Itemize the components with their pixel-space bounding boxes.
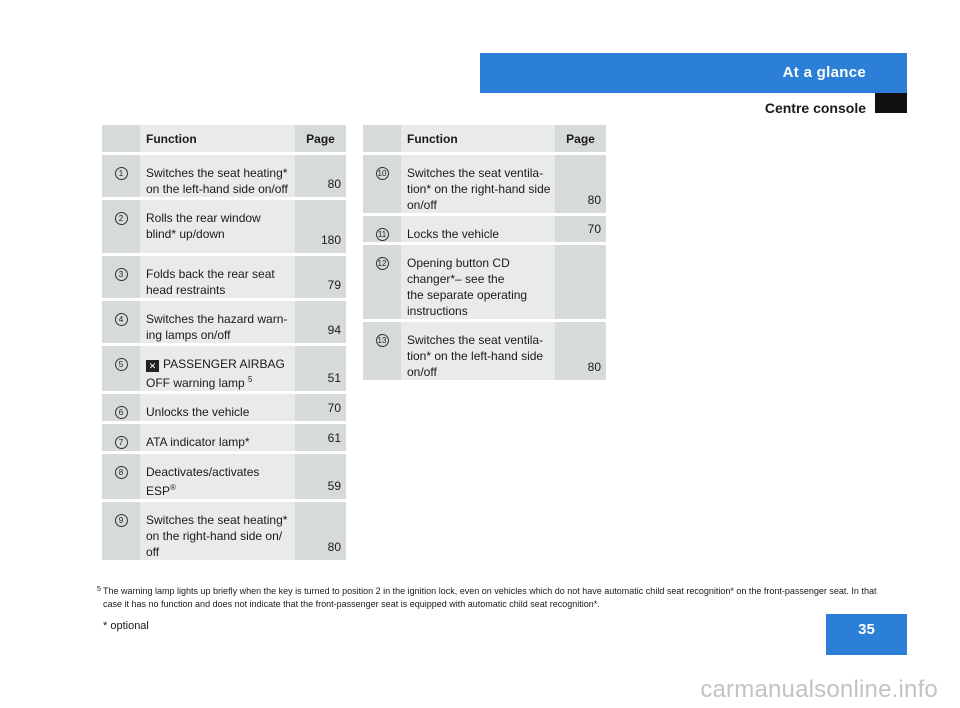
- item-number: 5: [115, 358, 128, 371]
- function-line: [407, 287, 551, 303]
- item-number: 2: [115, 212, 128, 225]
- function-line-text: Folds back the rear seat: [146, 267, 275, 281]
- registered-mark: ®: [170, 483, 176, 492]
- function-line-text: on the left-hand side on/off: [146, 182, 288, 196]
- function-line: [146, 210, 291, 226]
- function-line-text: Switches the seat heating*: [146, 166, 288, 180]
- function-line: [146, 434, 291, 450]
- page-ref: 80: [587, 193, 601, 207]
- function-line-text: on/off: [407, 365, 437, 379]
- function-line: [146, 464, 291, 480]
- item-number-cell: [363, 155, 401, 216]
- item-number-cell: [102, 301, 140, 346]
- function-line-text: Locks the vehicle: [407, 227, 500, 241]
- table-row: [102, 200, 346, 256]
- function-cell: [140, 155, 295, 200]
- page-number: 35: [826, 614, 907, 655]
- page-ref: 80: [327, 177, 341, 191]
- item-number-cell: [363, 245, 401, 322]
- header-marker: [875, 93, 907, 113]
- item-number-cell: [102, 256, 140, 301]
- function-cell: [140, 301, 295, 346]
- function-line: [146, 311, 291, 327]
- function-line-text: PASSENGER AIRBAG: [163, 357, 285, 371]
- function-cell: [140, 502, 295, 563]
- function-cell: [140, 200, 295, 256]
- table-row: [102, 394, 346, 424]
- page-cell: [555, 322, 606, 383]
- function-line-text: OFF warning lamp: [146, 376, 245, 390]
- item-number-cell: [363, 216, 401, 245]
- table-row: [363, 322, 606, 383]
- function-cell: [140, 394, 295, 424]
- page-cell: [295, 200, 346, 256]
- function-line-text: Switches the seat ventila-: [407, 166, 544, 180]
- function-line: [146, 282, 291, 298]
- table-row: [102, 346, 346, 394]
- function-line: [407, 271, 551, 287]
- function-line: [146, 512, 291, 528]
- page-ref: 70: [587, 222, 601, 236]
- function-line: [407, 226, 551, 242]
- function-cell: [401, 245, 555, 322]
- item-number: 6: [115, 406, 128, 419]
- function-cell: [401, 216, 555, 245]
- function-line-text: ATA indicator lamp*: [146, 435, 250, 449]
- item-number: 1: [115, 167, 128, 180]
- table-row: [102, 301, 346, 346]
- function-line-text: ing lamps on/off: [146, 328, 231, 342]
- header-function: Function: [401, 125, 555, 155]
- function-line-text: on the right-hand side on/: [146, 529, 283, 543]
- footnote-text: The warning lamp lights up briefly when the key is turned to position 2 in the ignition lock, even on vehicles which do not have automatic child seat recognition* on the front-passenger seat. In that case it has no function and does not indicate that the front-passenger seat is equipped with automatic child seat recognition*.: [103, 586, 877, 609]
- page-ref: 70: [327, 401, 341, 415]
- page-cell: [295, 454, 346, 502]
- function-line: [146, 181, 291, 197]
- function-line: [407, 181, 551, 197]
- function-line: [146, 480, 291, 499]
- section-banner: [480, 53, 907, 93]
- function-line-text: ESP: [146, 484, 171, 498]
- page-ref: 80: [327, 540, 341, 554]
- function-line-text: Deactivates/activates: [146, 465, 260, 479]
- function-line: [146, 372, 291, 391]
- function-cell: [140, 454, 295, 502]
- function-cell: [401, 155, 555, 216]
- page-ref: 61: [327, 431, 341, 445]
- table-row: [102, 424, 346, 454]
- item-number: 7: [115, 436, 128, 449]
- section-title: At a glance: [782, 64, 866, 81]
- table-row: [363, 155, 606, 216]
- item-number-cell: [102, 502, 140, 563]
- table-row: [102, 256, 346, 301]
- function-line-text: Unlocks the vehicle: [146, 405, 250, 419]
- function-line-text: on/off: [407, 198, 437, 212]
- item-number-cell: [102, 346, 140, 394]
- page-cell: [295, 424, 346, 454]
- function-table-right: [363, 125, 606, 383]
- item-number-cell: [363, 322, 401, 383]
- function-line-text: Switches the hazard warn-: [146, 312, 288, 326]
- page-ref: 79: [327, 278, 341, 292]
- function-line: [146, 356, 291, 372]
- function-line: [146, 404, 291, 420]
- function-cell: [401, 322, 555, 383]
- item-number-cell: [102, 200, 140, 256]
- page-cell: [295, 155, 346, 200]
- page-ref: 94: [327, 323, 341, 337]
- watermark: carmanualsonline.info: [700, 676, 938, 703]
- function-line: [146, 528, 291, 544]
- item-number: 13: [376, 334, 389, 347]
- item-number: 10: [376, 167, 389, 180]
- function-line-text: tion* on the left-hand side: [407, 349, 544, 363]
- function-line-text: Opening button CD: [407, 256, 510, 270]
- function-line: [407, 332, 551, 348]
- table-row: [102, 454, 346, 502]
- page-cell: [555, 155, 606, 216]
- page-cell: [295, 394, 346, 424]
- function-table-left: [102, 125, 346, 563]
- item-number: 4: [115, 313, 128, 326]
- header-page: Page: [555, 125, 606, 155]
- function-line-text: Switches the seat heating*: [146, 513, 288, 527]
- function-line-text: instructions: [407, 304, 468, 318]
- function-cell: [140, 256, 295, 301]
- airbag-off-icon: ✕: [146, 360, 159, 372]
- function-line-text: Switches the seat ventila-: [407, 333, 544, 347]
- item-number-cell: [102, 155, 140, 200]
- item-number: 11: [376, 228, 389, 241]
- page-cell: [555, 216, 606, 245]
- page-ref: 51: [327, 371, 341, 385]
- function-line: [407, 348, 551, 364]
- function-line: [407, 255, 551, 271]
- function-line-text: head restraints: [146, 283, 226, 297]
- table-row: [102, 502, 346, 563]
- function-line-text: Rolls the rear window: [146, 211, 261, 225]
- function-line: [407, 364, 551, 380]
- item-number: 12: [376, 257, 389, 270]
- item-number: 3: [115, 268, 128, 281]
- function-cell: [140, 346, 295, 394]
- function-line: [146, 327, 291, 343]
- item-number: 8: [115, 466, 128, 479]
- header-function: Function: [140, 125, 295, 155]
- function-line-text: blind* up/down: [146, 227, 225, 241]
- function-line: [407, 165, 551, 181]
- item-number-cell: [102, 394, 140, 424]
- page-cell: [295, 502, 346, 563]
- page-cell: [555, 245, 606, 322]
- item-number-cell: [102, 454, 140, 502]
- function-line-text: changer*– see the: [407, 272, 505, 286]
- footnote-number: 5: [97, 586, 101, 593]
- footnote: [97, 585, 883, 611]
- function-line: [146, 544, 291, 560]
- function-line-text: off: [146, 545, 160, 559]
- function-line: [407, 303, 551, 319]
- footnote-ref: 5: [248, 375, 253, 384]
- page-cell: [295, 346, 346, 394]
- function-line-text: the separate operating: [407, 288, 528, 302]
- function-line: [146, 266, 291, 282]
- page-cell: [295, 301, 346, 346]
- header-num-cell: [102, 125, 140, 155]
- page-ref: 80: [587, 360, 601, 374]
- optional-note: * optional: [103, 620, 149, 632]
- table-row: [363, 216, 606, 245]
- page-cell: [295, 256, 346, 301]
- function-cell: [140, 424, 295, 454]
- page-subtitle: Centre console: [764, 100, 866, 116]
- page-ref: 180: [320, 233, 341, 247]
- table-row: [363, 245, 606, 322]
- function-line: [407, 197, 551, 213]
- function-line: [146, 165, 291, 181]
- item-number: 9: [115, 514, 128, 527]
- table-row: [102, 155, 346, 200]
- header-num-cell: [363, 125, 401, 155]
- function-line: [146, 226, 291, 242]
- item-number-cell: [102, 424, 140, 454]
- page-ref: 59: [327, 479, 341, 493]
- function-line-text: tion* on the right-hand side: [407, 182, 551, 196]
- header-page: Page: [295, 125, 346, 155]
